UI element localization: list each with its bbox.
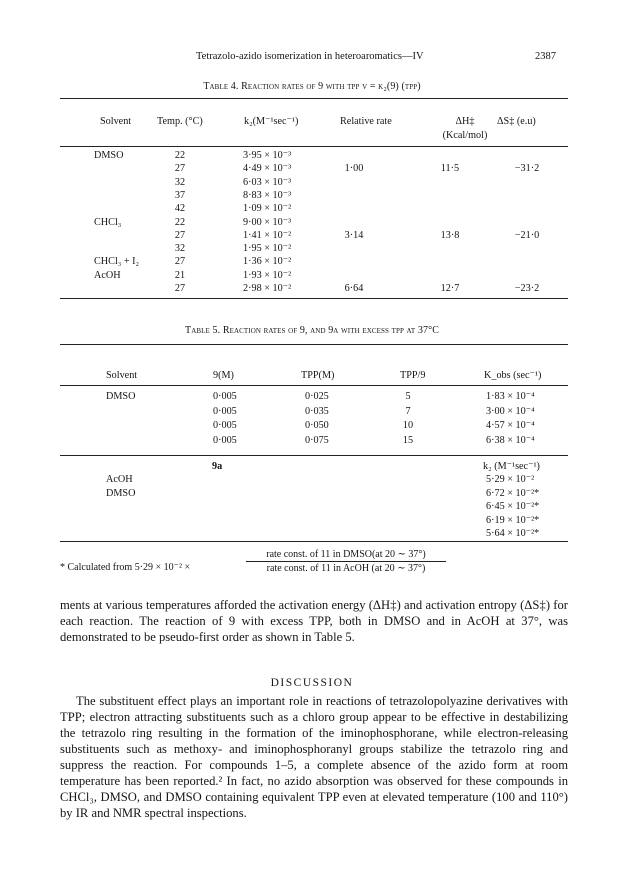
table4-header-solvent: Solvent	[100, 116, 132, 127]
table5-cell-m9: 0·005	[213, 405, 237, 417]
table4-cell-temp: 32	[174, 176, 186, 188]
table5-subheader-k2: k₂ (M⁻¹sec⁻¹)	[483, 461, 540, 472]
table5-header-rule	[60, 385, 568, 386]
table5-bottom-rule	[60, 541, 568, 542]
table5-cell-k2: 5·29 × 10⁻²	[486, 474, 535, 485]
table5-cell-tpp: 0·035	[305, 405, 329, 417]
table4-cell-dh: 11·5	[440, 163, 460, 175]
table5-cell-k2: 5·64 × 10⁻²*	[486, 528, 540, 539]
body-paragraph-2	[60, 693, 568, 821]
table4-header-temp: Temp. (°C)	[157, 116, 203, 127]
table5-cell-m9: 0·005	[213, 434, 237, 446]
table5-caption-label: Table 5.	[185, 325, 221, 336]
table4-cell-temp: 27	[174, 283, 186, 294]
page-number: 2387	[535, 51, 556, 62]
table4-cell-relative: 3·14	[344, 229, 364, 241]
table5-cell-ratio: 10	[402, 420, 414, 431]
table5-cell-ratio: 15	[402, 434, 414, 446]
footnote-fraction	[246, 549, 446, 574]
table5-cell-ratio: 7	[405, 405, 411, 417]
table5-header-solvent: Solvent	[106, 370, 138, 381]
table5-cell-solvent: AcOH	[106, 474, 133, 485]
table4-cell-dh: 13·8	[440, 229, 460, 241]
table4-cell-temp: 32	[174, 243, 186, 255]
table4-cell-dh: 12·7	[440, 283, 460, 294]
table4-cell-k2: 1·09 × 10⁻²	[243, 203, 292, 215]
table5-cell-solvent: DMSO	[106, 391, 136, 402]
table4-cell-k2: 3·95 × 10⁻³	[243, 150, 292, 161]
table4-header-relative: Relative rate	[340, 116, 392, 127]
table4-header-ds: ΔS‡ (e.u)	[497, 116, 536, 127]
table4-cell-k2: 9·00 × 10⁻³	[243, 216, 292, 228]
table5-cell-k2: 6·45 × 10⁻²*	[486, 501, 540, 512]
table5-cell-kobs: 4·57 × 10⁻⁴	[486, 420, 535, 431]
table4-cell-solvent: AcOH	[94, 269, 121, 281]
table5-cell-tpp: 0·075	[305, 434, 329, 446]
table5-cell-tpp: 0·025	[305, 391, 329, 402]
footnote-lead: * Calculated from 5·29 × 10⁻² ×	[60, 562, 191, 573]
table5-cell-k2: 6·72 × 10⁻²*	[486, 487, 540, 499]
table4-cell-temp: 42	[174, 203, 186, 215]
running-title: Tetrazolo-azido isomerization in heteroaromatics—IV	[196, 51, 424, 62]
table5-cell-ratio: 5	[405, 391, 411, 402]
table5-cell-kobs: 1·83 × 10⁻⁴	[486, 391, 535, 402]
table4-cell-temp: 27	[174, 229, 186, 241]
table4-caption-label: Table 4.	[203, 81, 239, 92]
table4-cell-solvent: CHCl₃	[94, 216, 122, 228]
table5-cell-k2: 6·19 × 10⁻²*	[486, 514, 540, 526]
table5-header-m9: 9(M)	[213, 370, 234, 381]
table4-cell-temp: 27	[174, 163, 186, 175]
table4-cell-ds: −21·0	[514, 229, 540, 241]
table4-cell-solvent: CHCl₃ + I₂	[94, 256, 140, 268]
table5-caption	[0, 325, 624, 336]
table4-cell-temp: 37	[174, 189, 186, 201]
table4-cell-solvent: DMSO	[94, 150, 124, 161]
table4-cell-k2: 1·95 × 10⁻²	[243, 243, 292, 255]
table4-cell-k2: 1·41 × 10⁻²	[243, 229, 292, 241]
table5-top-rule	[60, 344, 568, 345]
table4-cell-k2: 4·49 × 10⁻³	[243, 163, 292, 175]
table4-cell-temp: 21	[174, 269, 186, 281]
table5-cell-solvent: DMSO	[106, 487, 136, 499]
table4-cell-temp: 22	[174, 216, 186, 228]
table4-bottom-rule	[60, 298, 568, 299]
table4-top-rule	[60, 98, 568, 99]
table4-cell-k2: 1·36 × 10⁻²	[243, 256, 292, 268]
table4-header-dh: ΔH‡	[455, 116, 475, 127]
body-paragraph-1	[60, 597, 568, 645]
table5-subheader-compound: 9a	[212, 461, 223, 472]
table4-cell-temp: 27	[174, 256, 186, 268]
table4-cell-ds: −31·2	[514, 163, 540, 175]
table4-cell-ds: −23·2	[514, 283, 540, 294]
table4-cell-k2: 6·03 × 10⁻³	[243, 176, 292, 188]
table5-cell-m9: 0·005	[213, 420, 237, 431]
table4-cell-k2: 1·93 × 10⁻²	[243, 269, 292, 281]
table5-cell-kobs: 3·00 × 10⁻⁴	[486, 405, 535, 417]
table5-header-tpp: TPP(M)	[301, 370, 335, 381]
table4-header-k2: k₂(M⁻¹sec⁻¹)	[244, 116, 299, 127]
table4-caption-text: Reaction rates of 9 with tpp v = k₂(9) (tpp)	[241, 81, 421, 92]
table5-header-kobs: K_obs (sec⁻¹)	[484, 370, 542, 381]
table5-mid-rule	[60, 455, 568, 456]
paragraph-text-1: ments at various temperatures afforded the activation energy (ΔH‡) and activation entropy (ΔS‡) for each reaction. The reaction of 9 with excess TPP, both in DMSO and in AcOH at 37°, was demonstrated to be pseudo-first order as shown in Table 5.	[60, 598, 568, 644]
table4-caption	[0, 81, 624, 92]
table4-cell-relative: 1·00	[344, 163, 364, 175]
table4-header-dh-unit: (Kcal/mol)	[442, 130, 488, 141]
table4-cell-relative: 6·64	[344, 283, 364, 294]
table5-cell-kobs: 6·38 × 10⁻⁴	[486, 434, 535, 446]
footnote-numerator: rate const. of 11 in DMSO(at 20 ∼ 37°)	[246, 549, 446, 562]
table4-cell-k2: 2·98 × 10⁻²	[243, 283, 292, 294]
table4-cell-k2: 8·83 × 10⁻³	[243, 189, 292, 201]
table5-header-ratio: TPP/9	[400, 370, 426, 381]
table5-caption-text: Reaction rates of 9, and 9a with excess tpp at 37°C	[222, 325, 439, 336]
table5-cell-m9: 0·005	[213, 391, 237, 402]
footnote-denominator: rate const. of 11 in AcOH (at 20 ∼ 37°)	[266, 563, 426, 574]
table4-header-rule	[60, 146, 568, 147]
section-heading: DISCUSSION	[270, 677, 354, 689]
table4-cell-temp: 22	[174, 150, 186, 161]
paragraph-text-2: The substituent effect plays an important role in reactions of tetrazolopolyazine derivatives with TPP; electron attracting substituents such as a chloro group appear to be effective in destabilizing the tetrazolo ring resulting in the formation of the iminophosphorane, while electron-releasing substituents such as methoxy- and iminophosphoranyl groups stabilize the tetrazolo ring and suppress the reaction. For compounds 1–5, a complete absence of the azido form at room temperature has been reported.² In fact, no azido absorption was observed for these compounds in CHCl₃, DMSO, and DMSO containing equivalent TPP even at elevated temperature (100 and 110°) by IR and NMR spectral inspections.	[60, 694, 568, 820]
table5-cell-tpp: 0·050	[305, 420, 329, 431]
